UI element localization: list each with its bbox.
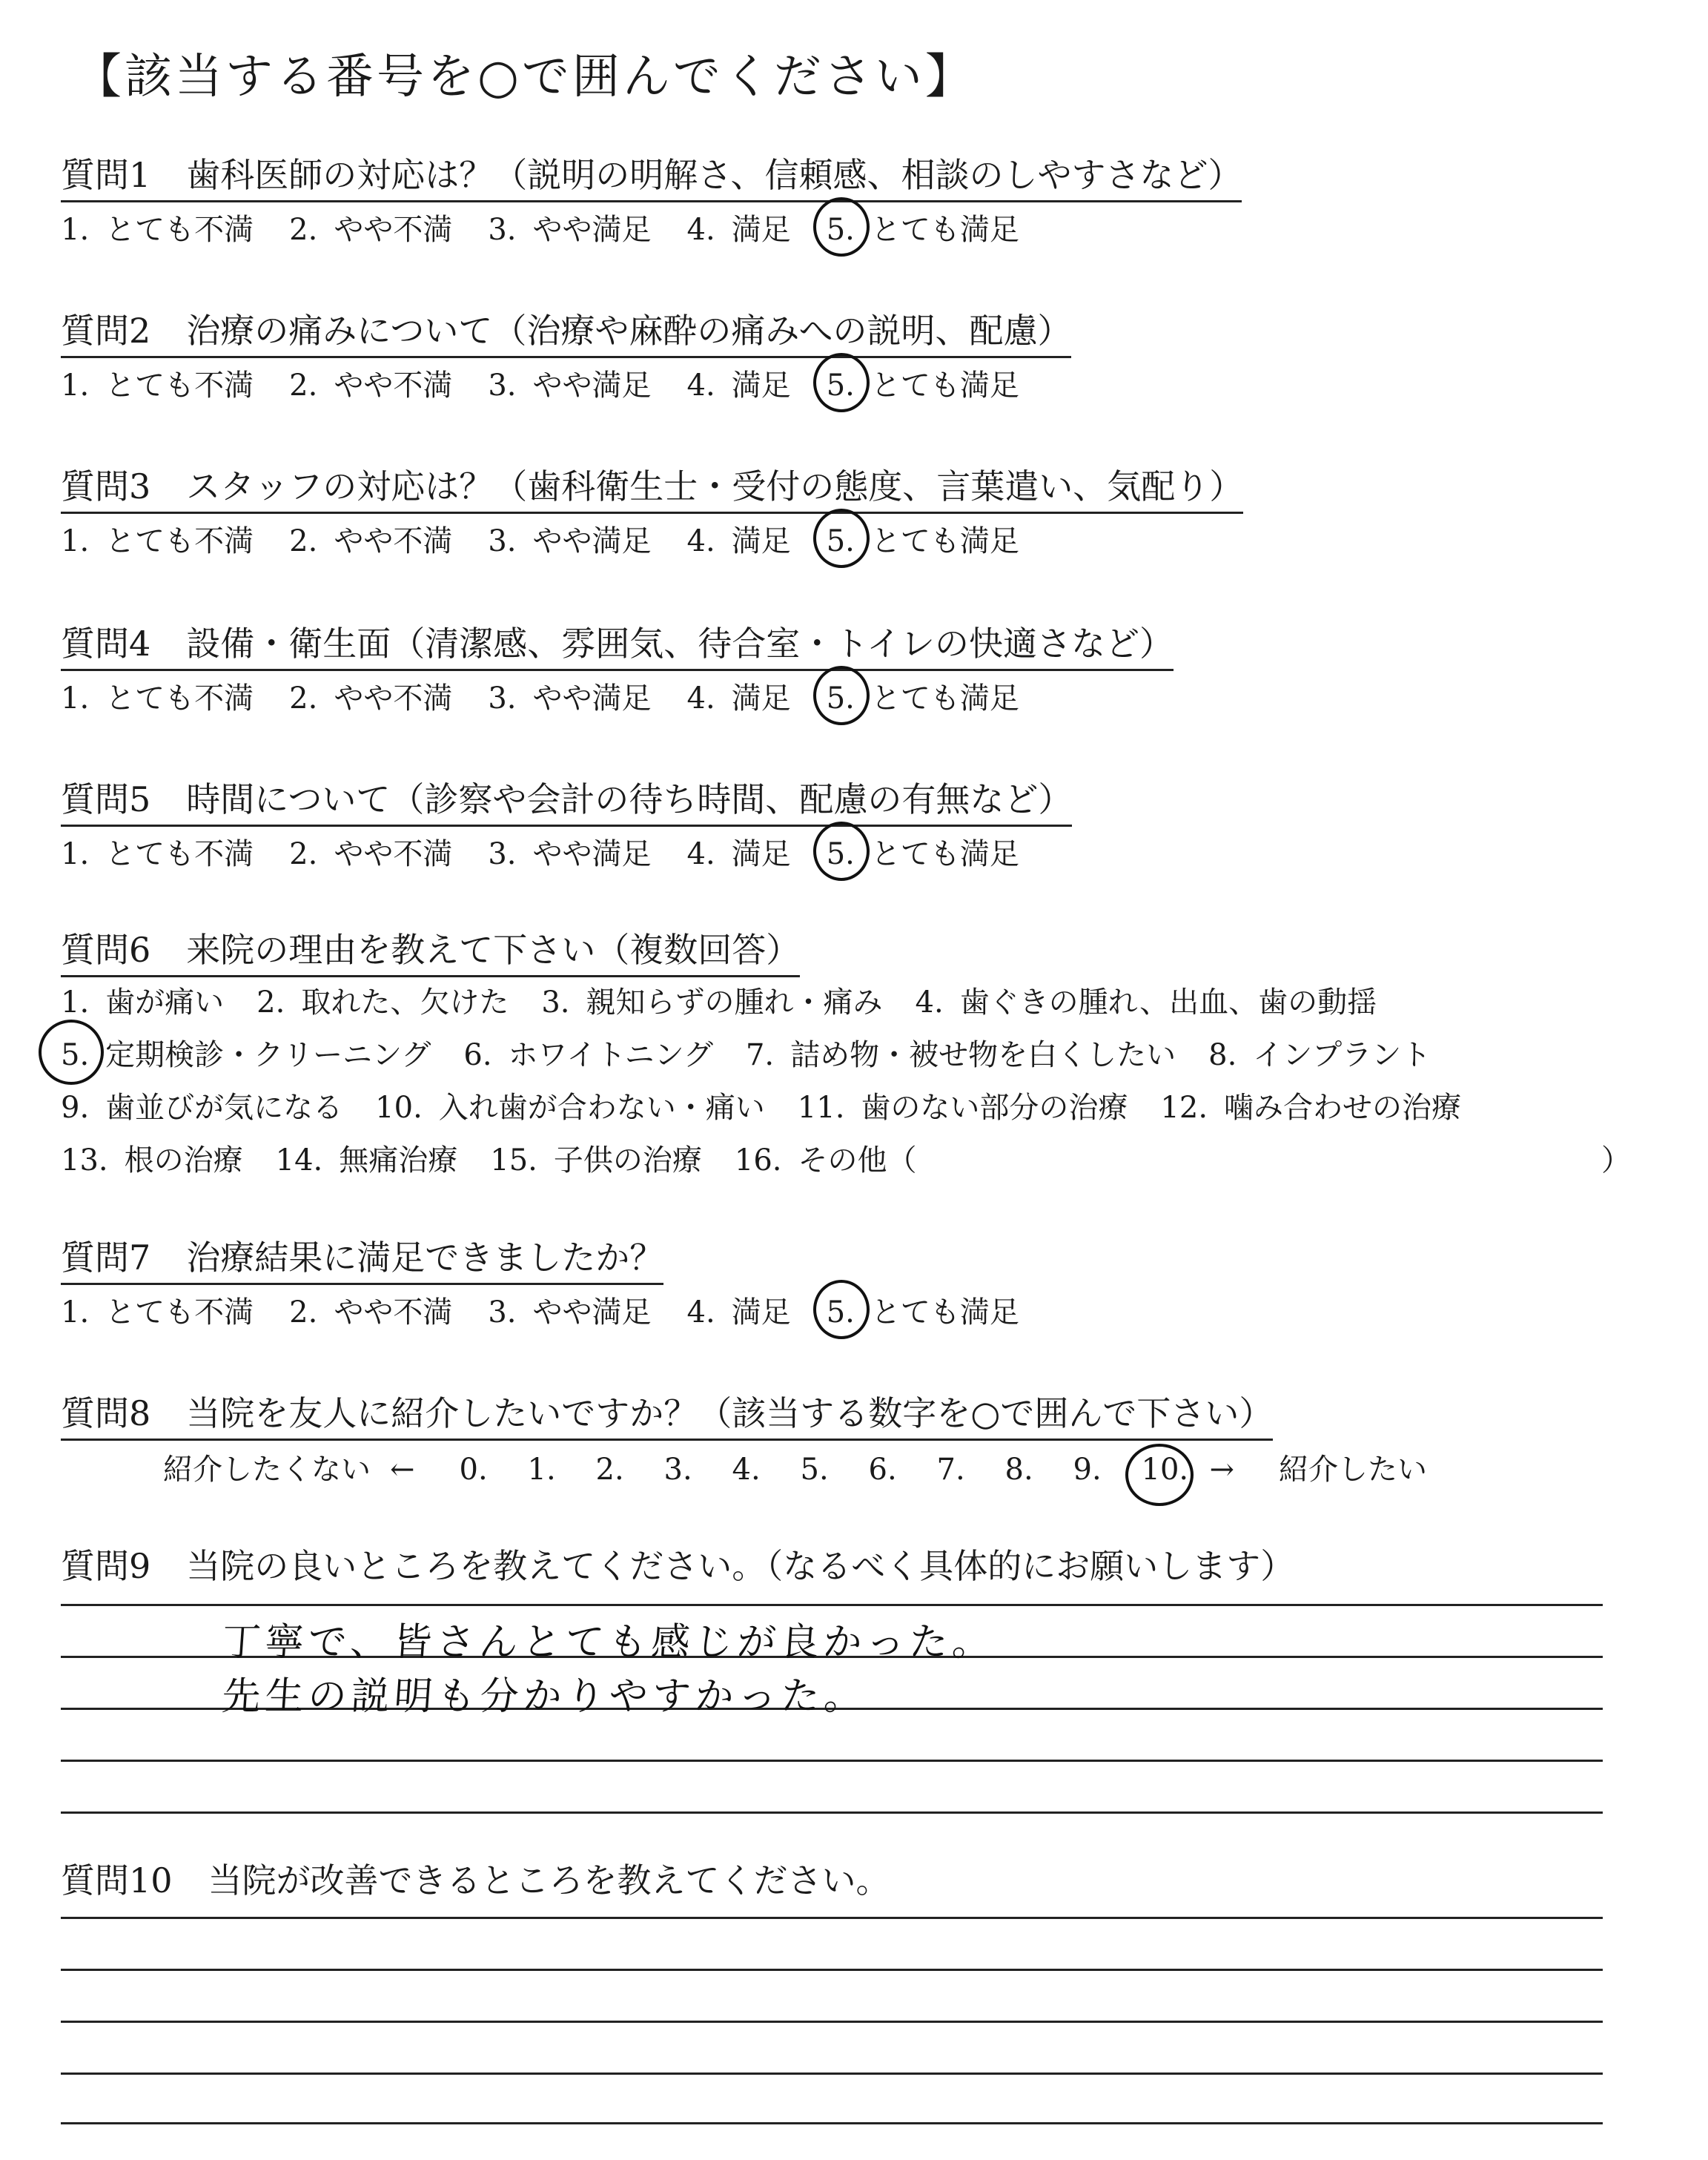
- question-number: 質問1: [61, 155, 151, 195]
- scale-option[interactable]: 10.: [1142, 1453, 1210, 1487]
- scale-low-label: 紹介したくない: [163, 1453, 371, 1487]
- reason-number: 13.: [61, 1143, 108, 1178]
- question-5-title: [61, 773, 1072, 827]
- choice-number: 2.: [289, 1295, 318, 1330]
- choice-option[interactable]: [687, 518, 791, 560]
- choice-label: やや不満: [334, 369, 453, 403]
- reason-label: ホワイトニング: [508, 1038, 713, 1072]
- choice-label: とても満足: [870, 369, 1019, 403]
- choice-label: 満足: [731, 524, 791, 558]
- choice-number: 3.: [488, 1295, 517, 1330]
- choice-number: 2.: [289, 524, 318, 558]
- reason-number: 6.: [463, 1038, 492, 1072]
- scale-option[interactable]: 5.: [800, 1453, 829, 1487]
- question-text: 治療結果に満足できましたか？: [186, 1238, 664, 1278]
- choice-number: 1.: [61, 1295, 90, 1330]
- choice-number: 4.: [686, 1295, 715, 1330]
- answer-line: [61, 2122, 1603, 2124]
- choice-option[interactable]: [289, 206, 452, 248]
- scale-high-label: 紹介したい: [1279, 1453, 1428, 1487]
- scale-option[interactable]: 0.: [459, 1453, 488, 1487]
- question-text: 来院の理由を教えて下さい（複数回答）: [186, 930, 801, 970]
- reason-label: 定期検診・クリーニング: [105, 1038, 431, 1072]
- choice-label: 満足: [731, 837, 791, 871]
- answer-line: [61, 1917, 1603, 1919]
- reason-number: 14.: [275, 1143, 323, 1178]
- choice-number: 3.: [488, 837, 517, 871]
- reason-number: 7.: [745, 1038, 775, 1072]
- reason-option[interactable]: [61, 979, 224, 1021]
- answer-line: [61, 1969, 1603, 1971]
- handwritten-answer-line-1: 丁寧で、皆さんとても感じが良かった。: [220, 1620, 997, 1665]
- choice-number: 5.: [826, 837, 855, 871]
- choice-label: 満足: [731, 213, 791, 247]
- choice-label: やや不満: [334, 1295, 453, 1330]
- choice-option[interactable]: [827, 206, 1019, 248]
- scale-option[interactable]: 7.: [936, 1453, 965, 1487]
- page-title: 【該当する番号を○で囲んでください】: [74, 50, 976, 105]
- choice-label: やや満足: [532, 681, 652, 716]
- choice-number: 3.: [488, 369, 517, 403]
- question-7-title: [61, 1231, 663, 1285]
- choice-label: やや不満: [334, 524, 453, 558]
- question-number: 質問8: [61, 1393, 151, 1433]
- reason-option[interactable]: [256, 979, 509, 1021]
- choice-option[interactable]: [61, 206, 254, 248]
- choice-label: やや不満: [334, 681, 453, 716]
- choice-number: 1.: [61, 837, 90, 871]
- choice-label: とても満足: [870, 837, 1019, 871]
- reason-number: 12.: [1160, 1091, 1208, 1125]
- question-9-title: [61, 1539, 1294, 1591]
- question-number: 質問2: [61, 311, 151, 351]
- question-1-choices: [61, 206, 1055, 248]
- choice-option[interactable]: [488, 830, 651, 873]
- answer-line: [61, 1811, 1603, 1814]
- question-number: 質問7: [61, 1238, 151, 1278]
- choice-option[interactable]: [289, 362, 452, 404]
- choice-label: とても不満: [105, 524, 254, 558]
- question-3-choices: [61, 518, 1055, 560]
- question-10-title: [61, 1854, 890, 1906]
- reason-option[interactable]: [276, 1137, 458, 1179]
- question-8-title: [61, 1387, 1273, 1441]
- reason-row: [61, 1084, 1494, 1126]
- question-3-title: [61, 460, 1243, 514]
- choice-label: とても不満: [105, 1295, 254, 1330]
- question-text: 当院を友人に紹介したいですか？（該当する数字を○で囲んで下さい）: [186, 1393, 1274, 1433]
- scale-option[interactable]: 4.: [732, 1453, 761, 1487]
- scale-option[interactable]: 8.: [1004, 1453, 1033, 1487]
- reason-label: 歯ぐきの腫れ、出血、歯の動揺: [959, 985, 1377, 1020]
- choice-label: とても不満: [105, 369, 254, 403]
- choice-label: とても満足: [870, 681, 1019, 716]
- question-text: 当院が改善できるところを教えてください。: [208, 1860, 890, 1900]
- choice-label: とても不満: [105, 213, 254, 247]
- choice-label: やや満足: [532, 1295, 652, 1330]
- handwritten-answer-line-2: 先生の説明も分かりやすかった。: [220, 1674, 869, 1719]
- choice-number: 5.: [826, 681, 855, 716]
- reason-number: 8.: [1208, 1038, 1237, 1072]
- question-text: 設備・衛生面（清潔感、雰囲気、待合室・トイレの快適さなど）: [186, 624, 1174, 664]
- choice-option[interactable]: [827, 518, 1019, 560]
- choice-option[interactable]: [687, 830, 791, 873]
- choice-option[interactable]: [488, 362, 651, 404]
- choice-option[interactable]: [827, 675, 1019, 717]
- choice-label: やや不満: [334, 837, 453, 871]
- choice-label: とても満足: [870, 1295, 1019, 1330]
- reason-number: 11.: [797, 1091, 845, 1125]
- reason-option[interactable]: [735, 1137, 917, 1179]
- question-number: 質問6: [61, 930, 151, 970]
- reason-label: 根の治療: [124, 1143, 243, 1178]
- reason-label: 親知らずの腫れ・痛み: [586, 985, 883, 1020]
- choice-label: やや不満: [334, 213, 453, 247]
- reason-option[interactable]: [375, 1084, 765, 1126]
- choice-option[interactable]: [488, 206, 651, 248]
- choice-option[interactable]: [687, 675, 791, 717]
- question-text: 時間について（診察や会計の待ち時間、配慮の有無など）: [186, 779, 1073, 819]
- reason-row: [61, 1031, 1463, 1074]
- choice-label: とても満足: [870, 524, 1019, 558]
- other-close-paren: ）: [1601, 1143, 1631, 1178]
- answer-line: [61, 1604, 1603, 1606]
- choice-number: 2.: [289, 681, 318, 716]
- question-text: 当院の良いところを教えてください。（なるべく具体的にお願いします）: [186, 1546, 1295, 1586]
- question-2-choices: [61, 362, 1055, 404]
- choice-number: 3.: [488, 213, 517, 247]
- answer-line: [61, 2021, 1603, 2023]
- reason-number: 1.: [61, 985, 90, 1020]
- choice-number: 4.: [686, 369, 715, 403]
- recommend-scale: [163, 1446, 1427, 1488]
- reason-label: 詰め物・被せ物を白くしたい: [790, 1038, 1176, 1072]
- scale-option[interactable]: 9.: [1073, 1453, 1102, 1487]
- choice-option[interactable]: [827, 362, 1019, 404]
- choice-option[interactable]: [488, 1289, 651, 1331]
- choice-number: 1.: [61, 213, 90, 247]
- reason-label: その他（: [798, 1143, 917, 1178]
- question-number: 質問5: [61, 779, 151, 819]
- choice-number: 3.: [488, 524, 517, 558]
- reason-number: 16.: [734, 1143, 782, 1178]
- choice-number: 1.: [61, 681, 90, 716]
- choice-number: 1.: [61, 369, 90, 403]
- reason-label: インプラント: [1253, 1038, 1431, 1072]
- scale-option[interactable]: 1.: [527, 1453, 556, 1487]
- choice-number: 2.: [289, 213, 318, 247]
- reason-option[interactable]: [463, 1031, 713, 1074]
- reason-option[interactable]: [1160, 1084, 1461, 1126]
- question-text: 歯科医師の対応は？（説明の明解さ、信頼感、相談のしやすさなど）: [186, 155, 1242, 195]
- left-arrow-icon: ←: [390, 1453, 415, 1487]
- reason-option[interactable]: [61, 1137, 243, 1179]
- choice-label: とても不満: [105, 681, 254, 716]
- scale-option[interactable]: 3.: [663, 1453, 692, 1487]
- question-number: 質問9: [61, 1546, 151, 1586]
- choice-number: 5.: [826, 1295, 855, 1330]
- choice-option[interactable]: [61, 362, 254, 404]
- question-4-title: [61, 617, 1174, 671]
- choice-option[interactable]: [61, 830, 254, 873]
- choice-number: 4.: [686, 524, 715, 558]
- choice-number: 5.: [826, 213, 855, 247]
- question-2-title: [61, 304, 1071, 358]
- choice-label: 満足: [731, 681, 791, 716]
- choice-label: やや満足: [532, 837, 652, 871]
- reason-number: 15.: [490, 1143, 537, 1178]
- choice-option[interactable]: [827, 1289, 1019, 1331]
- choice-option[interactable]: [289, 518, 452, 560]
- choice-option[interactable]: [289, 675, 452, 717]
- choice-label: やや満足: [532, 524, 652, 558]
- question-4-choices: [61, 675, 1055, 717]
- choice-option[interactable]: [289, 830, 452, 873]
- question-7-choices: [61, 1289, 1055, 1331]
- choice-number: 4.: [686, 837, 715, 871]
- question-5-choices: [61, 830, 1055, 873]
- choice-option[interactable]: [488, 518, 651, 560]
- reason-label: 噛み合わせの治療: [1224, 1091, 1462, 1125]
- reason-row: [61, 1137, 950, 1179]
- reason-number: 2.: [256, 985, 285, 1020]
- reason-option[interactable]: [916, 979, 1377, 1021]
- reason-option[interactable]: [1208, 1031, 1431, 1074]
- choice-option[interactable]: [61, 675, 254, 717]
- question-number: 質問3: [61, 466, 151, 506]
- choice-label: とても不満: [105, 837, 254, 871]
- choice-label: やや満足: [532, 213, 652, 247]
- choice-option[interactable]: [687, 1289, 791, 1331]
- reason-option[interactable]: [490, 1137, 702, 1179]
- reason-label: 歯のない部分の治療: [861, 1091, 1128, 1125]
- reason-option[interactable]: [61, 1031, 431, 1074]
- reason-number: 5.: [61, 1038, 90, 1072]
- reason-label: 入れ歯が合わない・痛い: [438, 1091, 765, 1125]
- choice-number: 1.: [61, 524, 90, 558]
- scale-option[interactable]: 2.: [595, 1453, 624, 1487]
- reason-number: 3.: [541, 985, 570, 1020]
- reason-label: 子供の治療: [553, 1143, 702, 1178]
- choice-number: 4.: [686, 213, 715, 247]
- choice-option[interactable]: [61, 518, 254, 560]
- question-6-title: [61, 923, 800, 977]
- reason-label: 取れた、欠けた: [301, 985, 509, 1020]
- reason-option[interactable]: [746, 1031, 1176, 1074]
- choice-option[interactable]: [687, 206, 791, 248]
- choice-number: 4.: [686, 681, 715, 716]
- question-text: 治療の痛みについて（治療や麻酔の痛みへの説明、配慮）: [186, 311, 1072, 351]
- choice-number: 5.: [826, 524, 855, 558]
- choice-label: 満足: [731, 1295, 791, 1330]
- reason-number: 10.: [375, 1091, 423, 1125]
- right-arrow-icon: →: [1209, 1453, 1235, 1487]
- choice-label: やや満足: [532, 369, 652, 403]
- choice-number: 2.: [289, 369, 318, 403]
- choice-option[interactable]: [289, 1289, 452, 1331]
- reason-option[interactable]: [541, 979, 882, 1021]
- choice-label: 満足: [731, 369, 791, 403]
- question-number: 質問10: [61, 1860, 173, 1900]
- choice-number: 2.: [289, 837, 318, 871]
- reason-row: [61, 979, 1409, 1021]
- choice-label: とても満足: [870, 213, 1019, 247]
- choice-number: 5.: [826, 369, 855, 403]
- question-number: 質問4: [61, 624, 151, 664]
- reason-option[interactable]: [61, 1084, 342, 1126]
- answer-line: [61, 2073, 1603, 2075]
- answer-line: [61, 1760, 1603, 1762]
- choice-number: 3.: [488, 681, 517, 716]
- reason-option[interactable]: [798, 1084, 1128, 1126]
- choice-option[interactable]: [687, 362, 791, 404]
- question-text: スタッフの対応は？（歯科衛生士・受付の態度、言葉遣い、気配り）: [186, 466, 1244, 506]
- choice-option[interactable]: [827, 830, 1019, 873]
- reason-label: 歯並びが気になる: [105, 1091, 343, 1125]
- reason-label: 歯が痛い: [105, 985, 225, 1020]
- question-1-title: [61, 148, 1242, 202]
- reason-label: 無痛治療: [339, 1143, 458, 1178]
- reason-number: 4.: [915, 985, 944, 1020]
- choice-option[interactable]: [61, 1289, 254, 1331]
- scale-option[interactable]: 6.: [868, 1453, 897, 1487]
- choice-option[interactable]: [488, 675, 651, 717]
- reason-number: 9.: [61, 1091, 90, 1125]
